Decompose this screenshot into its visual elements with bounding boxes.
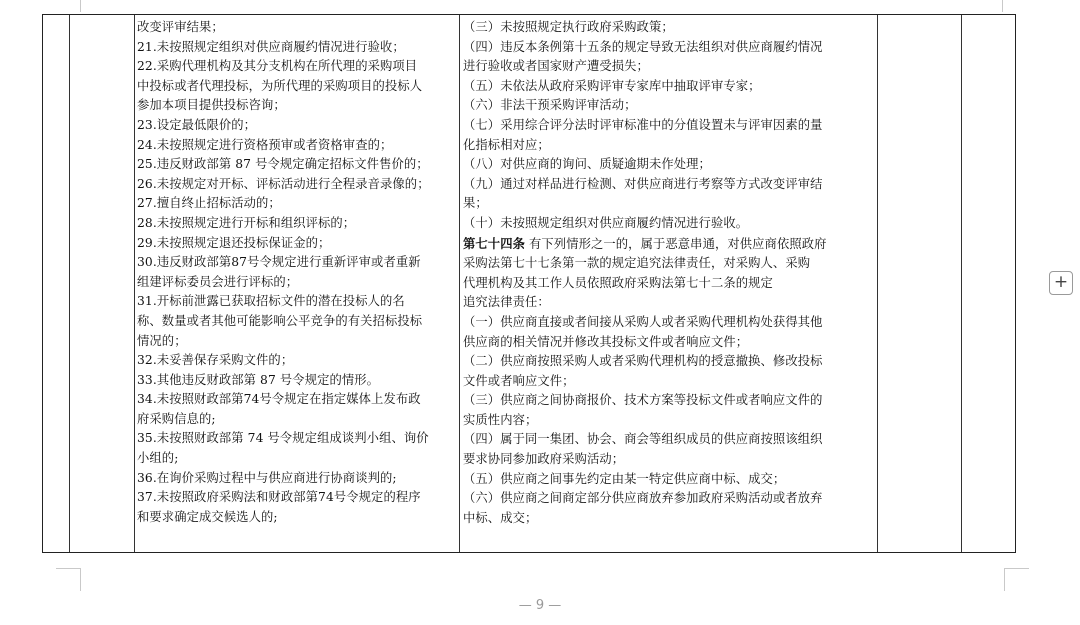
text-line: （五）供应商之间事先约定由某一特定供应商中标、成交； <box>463 471 786 486</box>
text-line: 采购法第七十七条第一款的规定追究法律责任，对采购人、采购 <box>463 256 811 271</box>
text-line: 实质性内容； <box>463 412 538 427</box>
text-line: （八）对供应商的询问、质疑逾期未作处理； <box>463 157 711 172</box>
text-line: 37.未按照政府采购法和财政部第74号令规定的程序 <box>137 490 421 505</box>
article-74-line <box>463 234 875 255</box>
text-line: 果； <box>463 196 488 211</box>
text-line: （四）属于同一集团、协会、商会等组织成员的供应商按照该组织 <box>463 432 823 447</box>
table-divider <box>69 15 70 552</box>
text-line: 和要求确定成交候选人的; <box>137 509 278 524</box>
text-line: 32.未妥善保存采购文件的； <box>137 353 294 368</box>
text-line: 中投标或者代理投标，为所代理的采购项目的投标人 <box>137 78 423 93</box>
page-corner-mark <box>1002 0 1004 12</box>
table-divider <box>961 15 962 552</box>
text-line: 28.未按照规定进行开标和组织评标的； <box>137 215 356 230</box>
text-line: 称、数量或者其他可能影响公平竞争的有关招标投标 <box>137 313 423 328</box>
text-line: 进行验收或者国家财产遭受损失； <box>463 59 649 74</box>
text-line: （六）供应商之间商定部分供应商放弃参加政府采购活动或者放弃 <box>463 491 823 506</box>
table-divider <box>877 15 878 552</box>
table-divider <box>134 15 135 552</box>
violation-list-cell <box>137 18 457 527</box>
text-line: 文件或者响应文件； <box>463 373 575 388</box>
regulation-text-cell <box>463 18 875 528</box>
text-line: 34.未按照财政部第74号令规定在指定媒体上发布政 <box>137 392 421 407</box>
text-line: （一）供应商直接或者间接从采购人或者采购代理机构处获得其他 <box>463 314 823 329</box>
text-line: 21.未按照规定组织对供应商履约情况进行验收； <box>137 39 405 54</box>
text-line: 参加本项目提供投标咨询； <box>137 98 286 113</box>
table-divider <box>459 15 460 552</box>
text-line: 31.开标前泄露已获取招标文件的潜在投标人的名 <box>137 294 405 309</box>
text-line: 中标、成交； <box>463 510 538 525</box>
text-line: （七）采用综合评分法时评审标准中的分值设置未与评审因素的量 <box>463 117 823 132</box>
text-line: （四）违反本条例第十五条的规定导致无法组织对供应商履约情况 <box>463 39 823 54</box>
text-line: 要求协同参加政府采购活动； <box>463 452 625 467</box>
text-line: （三）未按照规定执行政府采购政策； <box>463 20 674 34</box>
text-line: 府采购信息的; <box>137 411 216 426</box>
text-line: 25.违反财政部第 87 号令规定确定招标文件售价的； <box>137 157 429 172</box>
page-corner-mark <box>56 568 81 591</box>
text-line: （十）未按照规定组织对供应商履约情况进行验收。 <box>463 215 749 230</box>
text-line: 情况的； <box>137 333 187 348</box>
text-line: 追究法律责任： <box>463 295 550 310</box>
expand-button[interactable]: + <box>1049 271 1073 295</box>
text-line: 29.未按照规定退还投标保证金的； <box>137 235 331 250</box>
article-heading: 第七十四条 <box>463 235 525 251</box>
text-line: 组建评标委员会进行评标的； <box>137 274 299 289</box>
text-line: 35.未按照财政部第 74 号令规定组成谈判小组、询价 <box>137 431 429 446</box>
text-line: 33.其他违反财政部第 87 号令规定的情形。 <box>137 372 380 387</box>
text-line: 小组的; <box>137 451 179 466</box>
text-line: 供应商的相关情况并修改其投标文件或者响应文件； <box>463 334 749 349</box>
text-line: （二）供应商按照采购人或者采购代理机构的授意撤换、修改投标 <box>463 354 823 369</box>
text-line: （六）非法干预采购评审活动； <box>463 98 637 113</box>
text-line: 27.擅自终止招标活动的； <box>137 196 281 211</box>
text-line: 22.采购代理机构及其分支机构在所代理的采购项目 <box>137 59 418 74</box>
page-number: — 9 — <box>518 598 562 613</box>
article-text: 有下列情形之一的，属于恶意串通，对供应商依照政府 <box>525 236 827 251</box>
text-line: （五）未依法从政府采购评审专家库中抽取评审专家； <box>463 78 761 93</box>
text-line: （三）供应商之间协商报价、技术方案等投标文件或者响应文件的 <box>463 393 823 408</box>
text-line: 23.设定最低限价的； <box>137 117 257 132</box>
text-line: （九）通过对样品进行检测、对供应商进行考察等方式改变评审结 <box>463 176 823 191</box>
text-line: 改变评审结果； <box>137 20 224 34</box>
text-line: 36.在询价采购过程中与供应商进行协商谈判的; <box>137 470 397 485</box>
text-line: 化指标相对应； <box>463 137 550 152</box>
page-corner-mark <box>80 0 82 12</box>
regulation-table <box>42 14 1016 553</box>
text-line: 代理机构及其工作人员依照政府采购法第七十二条的规定 <box>463 275 773 290</box>
page-corner-mark <box>1004 568 1029 591</box>
text-line: 30.违反财政部第87号令规定进行重新评审或者重新 <box>137 255 421 270</box>
text-line: 26.未按规定对开标、评标活动进行全程录音录像的； <box>137 176 430 191</box>
text-line: 24.未按照规定进行资格预审或者资格审查的； <box>137 137 393 152</box>
